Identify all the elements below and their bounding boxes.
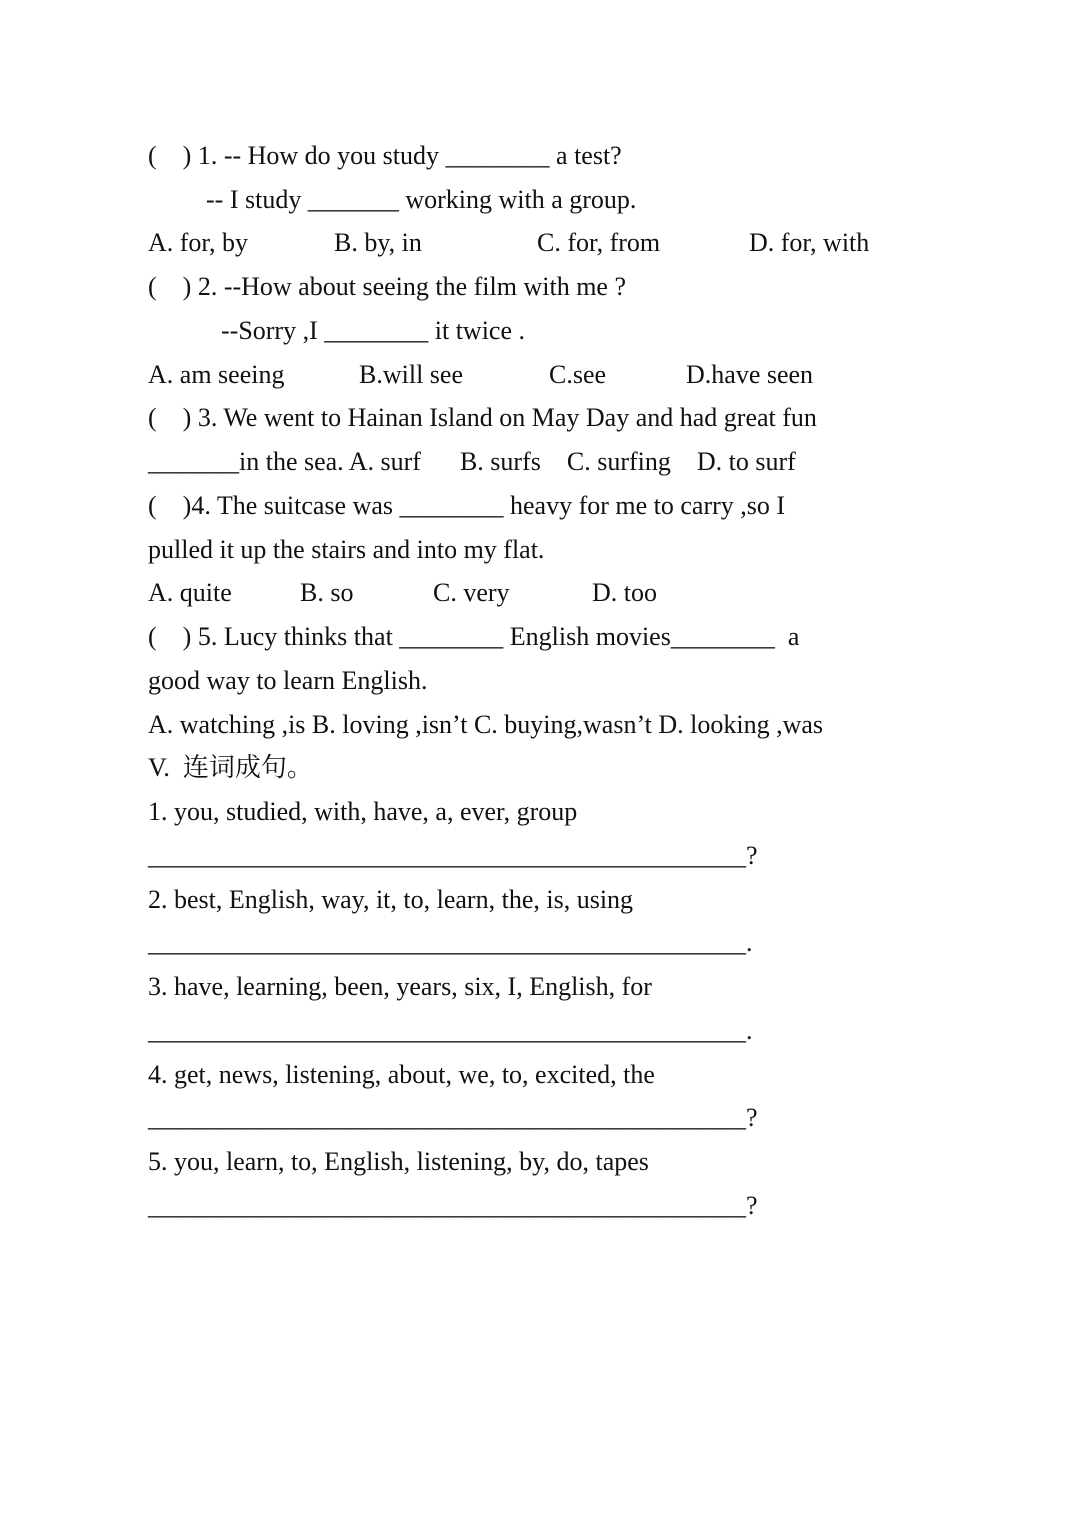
- question-1-option-a: A. for, by: [148, 228, 249, 257]
- question-4-option-a: A. quite: [148, 578, 232, 607]
- question-5-stem: ( ) 5. Lucy thinks that ________ English movies________ a: [148, 622, 800, 651]
- question-3-line-2: _______in the sea. A. surf B. surfs C. surfing D. to surf: [148, 447, 796, 476]
- question-2-stem: ( ) 2. --How about seeing the film with me ?: [148, 272, 626, 301]
- question-3-stem: ( ) 3. We went to Hainan Island on May Day and had great fun: [148, 403, 817, 432]
- question-2-option-b: B.will see: [359, 360, 463, 389]
- reorder-item-1-words: 1. you, studied, with, have, a, ever, group: [148, 797, 578, 826]
- question-5-line-2: good way to learn English.: [148, 666, 428, 695]
- question-1-option-d: D. for, with: [749, 228, 870, 257]
- question-2-reply: --Sorry ,I ________ it twice .: [221, 316, 526, 345]
- question-4-option-c: C. very: [433, 578, 510, 607]
- question-2-option-c: C.see: [549, 360, 607, 389]
- reorder-item-5-answer-line: ______________________________________________?: [148, 1191, 758, 1220]
- question-2-option-a: A. am seeing: [148, 360, 285, 389]
- question-4-stem: ( )4. The suitcase was ________ heavy for me to carry ,so I: [148, 491, 786, 520]
- reorder-item-2-answer-line: ______________________________________________.: [148, 928, 753, 957]
- question-1-stem: ( ) 1. -- How do you study ________ a test?: [148, 141, 622, 170]
- reorder-item-1-answer-line: ______________________________________________?: [148, 841, 758, 870]
- question-4-option-d: D. too: [592, 578, 657, 607]
- question-1-reply: -- I study _______ working with a group.: [206, 185, 637, 214]
- section-v-heading: V. 连词成句。: [148, 753, 313, 782]
- reorder-item-5-words: 5. you, learn, to, English, listening, by, do, tapes: [148, 1147, 649, 1176]
- question-1-option-b: B. by, in: [334, 228, 422, 257]
- question-5-options: A. watching ,is B. loving ,isn’t C. buying,wasn’t D. looking ,was: [148, 710, 824, 739]
- question-4-option-b: B. so: [300, 578, 354, 607]
- reorder-item-3-words: 3. have, learning, been, years, six, I, English, for: [148, 972, 652, 1001]
- question-4-line-2: pulled it up the stairs and into my flat.: [148, 535, 545, 564]
- reorder-item-3-answer-line: ______________________________________________.: [148, 1016, 753, 1045]
- reorder-item-2-words: 2. best, English, way, it, to, learn, the, is, using: [148, 885, 634, 914]
- question-1-option-c: C. for, from: [537, 228, 661, 257]
- question-2-option-d: D.have seen: [686, 360, 814, 389]
- reorder-item-4-words: 4. get, news, listening, about, we, to, excited, the: [148, 1060, 655, 1089]
- reorder-item-4-answer-line: ______________________________________________?: [148, 1103, 758, 1132]
